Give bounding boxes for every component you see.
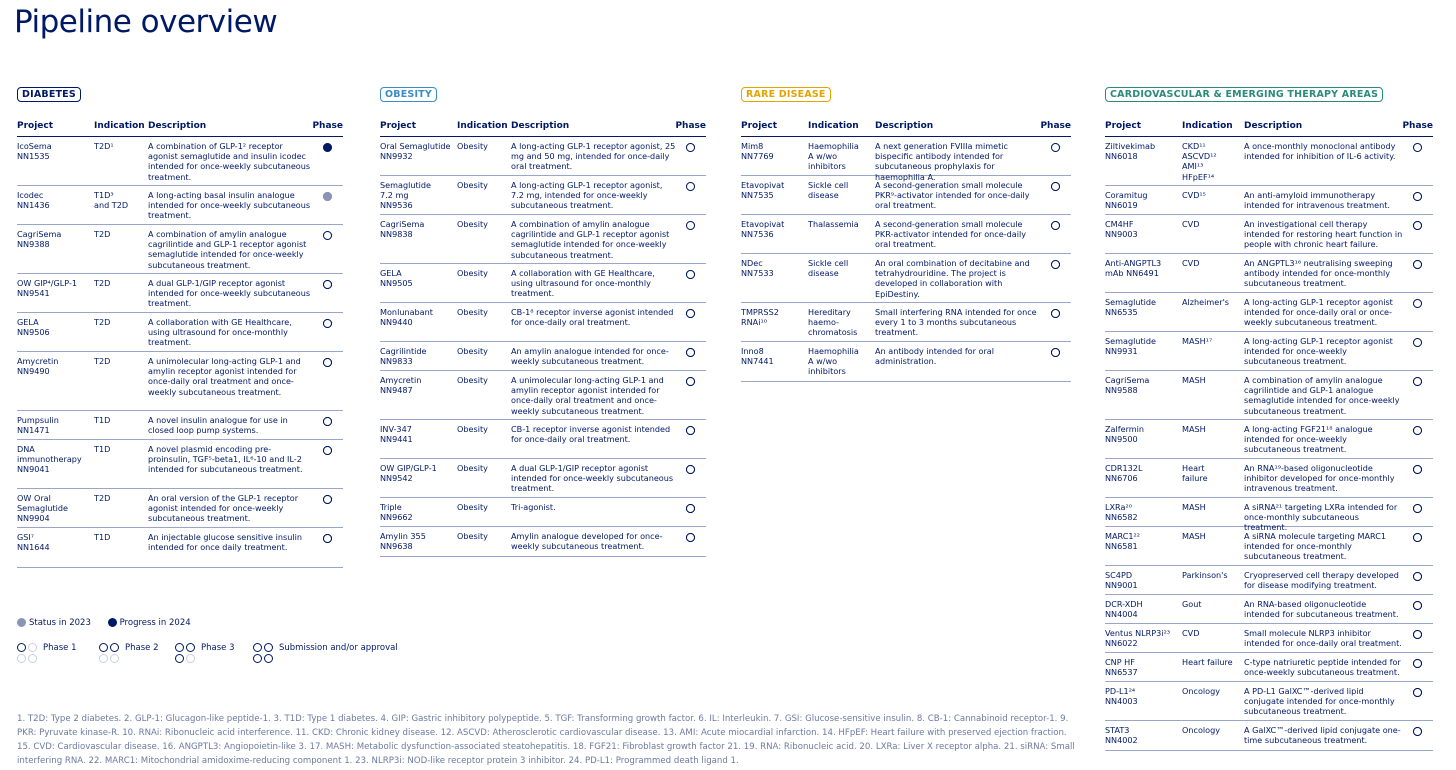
row-project: Ventus NLRP3i²³ NN6022 (1105, 628, 1171, 649)
header-indication: Indication (808, 121, 859, 131)
row-indication: Sickle cell disease (808, 258, 849, 279)
table-row (1105, 459, 1433, 498)
row-project: TMPRSS2 RNAi¹⁰ (741, 307, 779, 328)
row-project: IcoSema NN1535 (17, 141, 52, 162)
header-phase: Phase (675, 121, 706, 131)
row-description: An ANGPTL3¹⁶ neutralising sweeping antibody intended for once-monthly subcutaneous treatment. (1244, 258, 1393, 289)
row-indication: CVD (1182, 628, 1200, 638)
header-description: Description (148, 121, 207, 131)
phase-4-dot (1051, 348, 1060, 357)
phase-legend-dot (253, 643, 262, 652)
row-description: An anti-amyloid immunotherapy intended for intravenous treatment. (1244, 190, 1390, 211)
row-project: Monlunabant NN9440 (380, 307, 433, 328)
row-project: GELA NN9506 (17, 317, 50, 338)
column-diabetes (17, 82, 343, 568)
row-project: Zalfermin NN9500 (1105, 424, 1145, 445)
row-description: An amylin analogue intended for once-weekly subcutaneous treatment. (511, 346, 669, 367)
column-rare (741, 82, 1071, 382)
row-project: Semaglutide 7.2 mg NN9536 (380, 180, 432, 211)
phase-legend-dot (110, 654, 119, 663)
phase-4-dot (323, 143, 332, 152)
phase-legend-dot (99, 654, 108, 663)
table-row (741, 176, 1071, 215)
row-indication: Obesity (457, 307, 488, 317)
phase-4-dot (323, 319, 332, 328)
row-indication: Parkinson's (1182, 570, 1228, 580)
row-project: OW GIP/GLP-1 NN9542 (380, 463, 437, 484)
row-indication: T1D (94, 532, 111, 542)
row-project: Triple NN9662 (380, 502, 413, 523)
row-description: A siRNA²¹ targeting LXRa intended for once-monthly subcutaneous treatment. (1244, 502, 1398, 533)
table-row (17, 489, 343, 528)
legend-status (15, 618, 191, 629)
header-description: Description (511, 121, 570, 131)
row-project: Coramitug NN6019 (1105, 190, 1148, 211)
phase-4-dot (686, 309, 695, 318)
row-description: A combination of amylin analogue cagrilintide and GLP-1 analogue semaglutide intended for once-weekly subcutaneous treatment. (1244, 375, 1400, 416)
phase-4-dot (323, 495, 332, 504)
table-row (17, 274, 343, 313)
phase-4-dot (1051, 309, 1060, 318)
page-title: Pipeline overview (14, 4, 278, 40)
row-description: A long-acting GLP-1 receptor agonist intended for once-weekly subcutaneous treatment. (1244, 336, 1393, 367)
table-header (741, 121, 1071, 137)
column-obesity (380, 82, 706, 557)
row-description: A novel plasmid encoding pre-proinsulin, TGF⁵-beta1, IL⁶-10 and IL-2 intended for subcutaneous treatment. (148, 444, 303, 475)
phase2-dots (97, 643, 121, 665)
row-description: An oral version of the GLP-1 receptor agonist intended for once-weekly subcutaneous treatment. (148, 493, 299, 524)
row-indication: Haemophilia A w/wo inhibitors (808, 141, 859, 172)
row-project: Cagrilintide NN9833 (380, 346, 427, 367)
row-indication: Obesity (457, 375, 488, 385)
header-phase: Phase (1402, 121, 1433, 131)
phase-4-dot (686, 182, 695, 191)
phase-4-dot (686, 270, 695, 279)
phase2-label: Phase 2 (125, 643, 159, 653)
row-description: Small molecule NLRP3 inhibitor intended for once-daily oral treatment. (1244, 628, 1402, 649)
table-row (17, 528, 343, 568)
row-description: Tri-agonist. (511, 502, 556, 512)
header-indication: Indication (457, 121, 508, 131)
row-indication: Alzheimer's (1182, 297, 1230, 307)
phase-4-dot (686, 533, 695, 542)
row-project: CM4HF NN9003 (1105, 219, 1138, 240)
table-row (1105, 186, 1433, 215)
legend-progress-label: Progress in 2024 (119, 618, 191, 628)
row-indication: CVD (1182, 219, 1200, 229)
table-row (380, 303, 706, 342)
table-header (380, 121, 706, 137)
row-project: GELA NN9505 (380, 268, 413, 289)
header-project: Project (741, 121, 778, 131)
row-indication: Oncology (1182, 725, 1221, 735)
row-description: A combination of amylin analogue cagrilintide and GLP-1 receptor agonist semaglutide intended for once-weekly subcutaneous treatment. (511, 219, 670, 260)
phase-legend-dot (186, 643, 195, 652)
phase-legend-dot (264, 643, 273, 652)
row-indication: Sickle cell disease (808, 180, 849, 201)
status-2023-dot (17, 618, 26, 627)
table-row (380, 371, 706, 420)
phase-4-dot (1413, 572, 1422, 581)
phase-legend-dot (110, 643, 119, 652)
row-indication: T1D (94, 415, 111, 425)
table-row (17, 186, 343, 225)
table-row (17, 137, 343, 186)
phase-4-dot (1051, 221, 1060, 230)
phase-4-dot (1413, 601, 1422, 610)
phase-legend-dot (253, 654, 262, 663)
row-project: Inno8 NN7441 (741, 346, 774, 367)
row-indication: MASH (1182, 424, 1206, 434)
phase-4-dot (1413, 143, 1422, 152)
row-project: CNP HF NN6537 (1105, 657, 1138, 678)
row-description: A long-acting GLP-1 receptor agonist, 25 mg and 50 mg, intended for once-daily oral treatment. (511, 141, 676, 172)
table-header (1105, 121, 1433, 137)
phase-legend-dot (264, 654, 273, 663)
row-project: CDR132L NN6706 (1105, 463, 1143, 484)
row-indication: Oncology (1182, 686, 1221, 696)
row-description: CB-1⁸ receptor inverse agonist intended for once-daily oral treatment. (511, 307, 674, 328)
table-row (741, 215, 1071, 254)
submission-dots (251, 643, 275, 665)
row-project: DNA immunotherapy NN9041 (17, 444, 82, 475)
table-row (380, 264, 706, 303)
row-indication: MASH (1182, 502, 1206, 512)
table-row (1105, 527, 1433, 566)
phase3-dots (173, 643, 197, 665)
row-indication: Hereditary haemo- chromatosis (808, 307, 858, 338)
row-indication: Heart failure (1182, 657, 1233, 667)
header-phase: Phase (1040, 121, 1071, 131)
phase-4-dot (323, 534, 332, 543)
row-indication: MASH¹⁷ (1182, 336, 1213, 346)
row-project: CagriSema NN9588 (1105, 375, 1150, 396)
phase-4-dot (1051, 143, 1060, 152)
phase-4-dot (1413, 727, 1422, 736)
phase-4-dot (686, 348, 695, 357)
table-row (1105, 332, 1433, 371)
table-row (380, 498, 706, 527)
row-description: An RNA¹⁹-based oligonucleotide inhibitor developed for once-monthly intravenous treatment. (1244, 463, 1395, 494)
row-description: A PD-L1 GalXC™-derived lipid conjugate intended for once-monthly subcutaneous treatment. (1244, 686, 1395, 717)
row-indication: Heart failure (1182, 463, 1208, 484)
table-row (1105, 137, 1433, 186)
row-indication: Obesity (457, 346, 488, 356)
row-project: GSI⁷ NN1644 (17, 532, 50, 553)
row-project: Oral Semaglutide NN9932 (380, 141, 451, 162)
diabetes-badge: DIABETES (17, 87, 81, 102)
row-project: NDec NN7533 (741, 258, 774, 279)
row-indication: Obesity (457, 502, 488, 512)
row-indication: T2D (94, 278, 111, 288)
row-project: Pumpsulin NN1471 (17, 415, 59, 436)
phase-4-dot (323, 231, 332, 240)
legend-submission (251, 643, 451, 665)
row-description: A GalXC™-derived lipid conjugate one-time subcutaneous treatment. (1244, 725, 1401, 746)
row-description: A long-acting GLP-1 receptor agonist intended for once-daily oral or once-weekly subcutaneous treatment. (1244, 297, 1393, 328)
header-project: Project (380, 121, 417, 131)
phase-4-dot (1413, 338, 1422, 347)
phase-legend-dot (99, 643, 108, 652)
row-project: DCR-XDH NN4004 (1105, 599, 1143, 620)
table-row (741, 303, 1071, 342)
progress-2024-dot (108, 618, 117, 627)
legend-status-label: Status in 2023 (29, 618, 91, 628)
table-row (1105, 254, 1433, 293)
phase-legend-dot (186, 654, 195, 663)
row-project: CagriSema NN9388 (17, 229, 62, 250)
row-description: A novel insulin analogue for use in closed loop pump systems. (148, 415, 288, 436)
phase-4-dot (323, 446, 332, 455)
phase-4-dot (1413, 659, 1422, 668)
phase-legend-dot (17, 654, 26, 663)
row-indication: Haemophilia A w/wo inhibitors (808, 346, 859, 377)
row-description: A combination of amylin analogue cagrilintide and GLP-1 receptor agonist semaglutide intended for once-weekly subcutaneous treatment. (148, 229, 307, 270)
row-description: A second-generation small molecule PKR-activator intended for once-daily oral treatment. (875, 219, 1027, 250)
rare-badge: RARE DISEASE (741, 87, 831, 102)
table-row (1105, 371, 1433, 420)
row-description: Amylin analogue developed for once-weekly subcutaneous treatment. (511, 531, 663, 552)
row-description: A unimolecular long-acting GLP-1 and amylin receptor agonist intended for once-daily oral treatment and once-weekly subcutaneous treatment. (511, 375, 664, 416)
row-description: A long-acting basal insulin analogue intended for once-weekly subcutaneous treatment. (148, 190, 311, 221)
phase-4-dot (1413, 299, 1422, 308)
submission-label: Submission and/or approval (279, 643, 398, 653)
row-indication: T1D (94, 444, 111, 454)
table-row (741, 342, 1071, 382)
row-indication: Obesity (457, 424, 488, 434)
row-indication: Obesity (457, 219, 488, 229)
table-row (1105, 293, 1433, 332)
phase-4-dot (1413, 426, 1422, 435)
row-description: A dual GLP-1/GIP receptor agonist intended for once-weekly subcutaneous treatment. (511, 463, 674, 494)
phase-legend-dot (175, 654, 184, 663)
table-row (380, 137, 706, 176)
table-row (17, 440, 343, 489)
row-project: CagriSema NN9838 (380, 219, 425, 240)
row-indication: T2D (94, 229, 111, 239)
row-indication: CVD (1182, 258, 1200, 268)
row-project: Amycretin NN9490 (17, 356, 59, 377)
header-project: Project (1105, 121, 1142, 131)
row-indication: Obesity (457, 531, 488, 541)
table-row (380, 176, 706, 215)
row-description: A collaboration with GE Healthcare, using ultrasound for once-monthly treatment. (148, 317, 292, 348)
phase-4-dot (1051, 260, 1060, 269)
table-row (17, 411, 343, 440)
row-project: Semaglutide NN9931 (1105, 336, 1157, 357)
row-project: MARC1²² NN6581 (1105, 531, 1141, 552)
row-project: Mim8 NN7769 (741, 141, 774, 162)
phase1-dots (15, 643, 39, 665)
row-project: PD-L1²⁴ NN4003 (1105, 686, 1138, 707)
phase3-label: Phase 3 (201, 643, 235, 653)
table-row (17, 225, 343, 274)
row-project: OW Oral Semaglutide NN9904 (17, 493, 69, 524)
row-description: A long-acting GLP-1 receptor agonist, 7.2 mg, intended for once-weekly subcutaneous treatment. (511, 180, 663, 211)
row-indication: T1D³ and T2D (94, 190, 129, 211)
phase-4-dot (686, 504, 695, 513)
phase-4-dot (686, 465, 695, 474)
row-indication: T2D¹ (94, 141, 114, 151)
phase-4-dot (1413, 221, 1422, 230)
row-indication: Gout (1182, 599, 1202, 609)
header-indication: Indication (1182, 121, 1233, 131)
row-indication: MASH (1182, 375, 1206, 385)
row-indication: MASH (1182, 531, 1206, 541)
header-project: Project (17, 121, 54, 131)
row-project: OW GIP⁴/GLP-1 NN9541 (17, 278, 78, 299)
row-description: Small interfering RNA intended for once every 1 to 3 months subcutaneous treatment. (875, 307, 1037, 338)
phase-4-dot (1413, 377, 1422, 386)
row-description: An oral combination of decitabine and tetrahydrouridine. The project is developed in collaboration with EpiDestiny. (875, 258, 1030, 299)
table-row (1105, 215, 1433, 254)
footnotes: 1. T2D: Type 2 diabetes. 2. GLP-1: Glucagon-like peptide-1. 3. T1D: Type 1 diabetes. 4. GIP: Gastric inhibitory polypeptide. 5. TGF: Transforming growth factor. 6. IL: Interleukin. 7. GSI: Glucose-sensitive insulin. 8. CB-1: Cannabinoid receptor-1. 9. PKR: Pyruvate kinase-R. 10. RNAi: Ribonucleic acid interference. 11. CKD: Chronic kidney disease. 12. ASCVD: Atherosclerotic cardiovascular disease. 13. AMI: Acute miocardial infarction. 14. HFpEF: Heart failure with preserved ejection fraction. 15. CVD: Cardiovascular disease. 16. ANGPTL3: Angiopoietin-like 3. 17. MASH: Metabolic dysfunction-associated steatohepatitis. 18. FGF21: Fibroblast growth factor 21. 19. RNA: Ribonucleic acid. 20. LXRa: Liver X receptor alpha. 21. siRNA: Small interfering RNA. 22. MARC1: Mitochondrial amidoxime-reducing component 1. 23. NLRP3i: NOD-like receptor protein 3 inhibitor. 24. PD-L1: Programmed death ligand 1. (17, 714, 1075, 766)
table-row (741, 137, 1071, 182)
table-row (1105, 721, 1433, 751)
phase-4-dot (1413, 688, 1422, 697)
row-indication: CVD¹⁵ (1182, 190, 1206, 200)
row-indication: Thalassemia (808, 219, 859, 229)
header-phase: Phase (312, 121, 343, 131)
table-row (741, 254, 1071, 303)
row-description: A long-acting FGF21¹⁸ analogue intended for once-weekly subcutaneous treatment. (1244, 424, 1373, 455)
phase-4-dot (686, 221, 695, 230)
table-row (380, 215, 706, 264)
row-description: C-type natriuretic peptide intended for once-weekly subcutaneous treatment. (1244, 657, 1401, 678)
row-project: INV-347 NN9441 (380, 424, 413, 445)
phase-4-dot (686, 377, 695, 386)
table-row (1105, 624, 1433, 653)
phase-4-dot (1413, 630, 1422, 639)
row-description: A combination of GLP-1² receptor agonist semaglutide and insulin icodec intended for once-weekly subcutaneous treatment. (148, 141, 311, 182)
phase-4-dot (323, 417, 332, 426)
table-header (17, 121, 343, 137)
row-description: A dual GLP-1/GIP receptor agonist intended for once-weekly subcutaneous treatment. (148, 278, 311, 309)
table-row (1105, 653, 1433, 682)
row-project: STAT3 NN4002 (1105, 725, 1138, 746)
table-row (1105, 498, 1433, 533)
row-description: A next generation FVIIIa mimetic bispecific antibody intended for subcutaneous prophylaxis for haemophilia A. (875, 141, 1008, 182)
phase-4-dot (1413, 504, 1422, 513)
row-indication: Obesity (457, 268, 488, 278)
phase-4-dot (323, 280, 332, 289)
column-cardio (1105, 82, 1433, 751)
row-project: Amycretin NN9487 (380, 375, 422, 396)
header-description: Description (875, 121, 934, 131)
table-row (380, 342, 706, 371)
phase1-label: Phase 1 (43, 643, 77, 653)
phase-4-dot (1413, 192, 1422, 201)
phase-legend-dot (17, 643, 26, 652)
phase-legend-dot (28, 654, 37, 663)
header-indication: Indication (94, 121, 145, 131)
phase-legend-dot (28, 643, 37, 652)
row-description: A unimolecular long-acting GLP-1 and amylin receptor agonist intended for once-daily oral treatment and once-weekly subcutaneous treatment. (148, 356, 301, 397)
phase-4-dot (686, 143, 695, 152)
header-description: Description (1244, 121, 1303, 131)
row-description: A collaboration with GE Healthcare, using ultrasound for once-monthly treatment. (511, 268, 655, 299)
row-indication: Obesity (457, 141, 488, 151)
phase-4-dot (1413, 260, 1422, 269)
table-row (1105, 566, 1433, 595)
phase-legend-dot (175, 643, 184, 652)
row-description: CB-1 receptor inverse agonist intended for once-daily oral treatment. (511, 424, 671, 445)
row-indication: T2D (94, 317, 111, 327)
row-indication: Obesity (457, 180, 488, 190)
row-indication: Obesity (457, 463, 488, 473)
row-description: A siRNA molecule targeting MARC1 intended for once-monthly subcutaneous treatment. (1244, 531, 1387, 562)
phase-4-dot (1413, 465, 1422, 474)
row-project: Etavopivat NN7536 (741, 219, 785, 240)
table-row (17, 352, 343, 411)
row-indication: CKD¹¹ ASCVD¹² AMI¹³ HFpEF¹⁴ (1182, 141, 1217, 182)
phase-4-dot (1413, 533, 1422, 542)
row-description: An injectable glucose sensitive insulin intended for once daily treatment. (148, 532, 302, 553)
phase-4-dot (323, 192, 332, 201)
row-description: An antibody intended for oral administration. (875, 346, 995, 367)
phase-4-dot (1051, 182, 1060, 191)
row-project: Ziltivekimab NN6018 (1105, 141, 1156, 162)
row-project: Amylin 355 NN9638 (380, 531, 426, 552)
row-description: Cryopreserved cell therapy developed for disease modifying treatment. (1244, 570, 1399, 591)
table-row (1105, 595, 1433, 624)
table-row (380, 420, 706, 459)
row-indication: T2D (94, 493, 111, 503)
phase-4-dot (323, 358, 332, 367)
obesity-badge: OBESITY (380, 87, 437, 102)
row-description: A once-monthly monoclonal antibody intended for inhibition of IL-6 activity. (1244, 141, 1396, 162)
table-row (380, 527, 706, 557)
table-row (1105, 682, 1433, 721)
row-project: Etavopivat NN7535 (741, 180, 785, 201)
table-row (17, 313, 343, 352)
row-indication: T2D (94, 356, 111, 366)
row-project: SC4PD NN9001 (1105, 570, 1138, 591)
row-description: An investigational cell therapy intended for restoring heart function in people with chronic heart failure. (1244, 219, 1403, 250)
row-description: An RNA-based oligonucleotide intended for subcutaneous treatment. (1244, 599, 1399, 620)
table-row (1105, 420, 1433, 459)
row-description: A second-generation small molecule PKR⁹-activator intended for once-daily oral treatment. (875, 180, 1030, 211)
row-project: Icodec NN1436 (17, 190, 50, 211)
row-project: Semaglutide NN6535 (1105, 297, 1157, 318)
row-project: LXRa²⁰ NN6582 (1105, 502, 1138, 523)
table-row (380, 459, 706, 498)
cardio-badge: CARDIOVASCULAR & EMERGING THERAPY AREAS (1105, 87, 1383, 102)
phase-4-dot (686, 426, 695, 435)
row-project: Anti-ANGPTL3 mAb NN6491 (1105, 258, 1162, 279)
